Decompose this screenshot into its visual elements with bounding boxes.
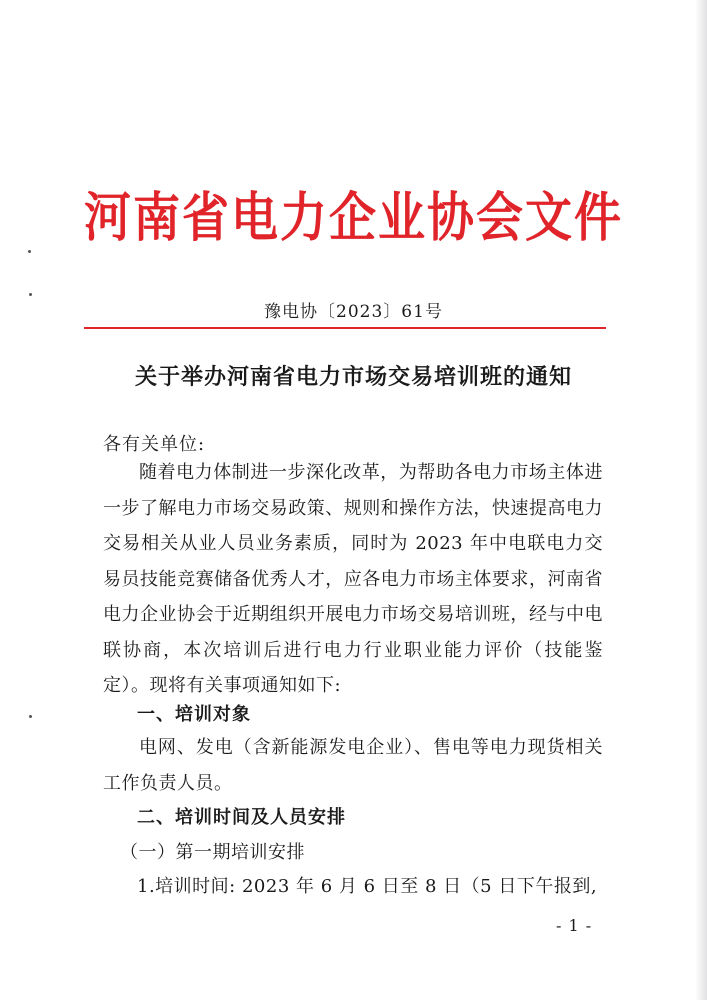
- red-divider-line: [84, 327, 606, 329]
- scan-speck: [29, 715, 32, 718]
- section2-item1: 1.培训时间: 2023 年 6 月 6 日至 8 日（5 日下午报到,: [137, 876, 598, 897]
- notice-title: 关于举办河南省电力市场交易培训班的通知: [134, 364, 572, 390]
- document-number: 豫电协〔2023〕61号: [264, 302, 443, 322]
- page-number: - 1 -: [556, 916, 593, 935]
- scan-speck: [29, 293, 32, 296]
- section2-subheading: （一）第一期培训安排: [120, 842, 305, 863]
- section1-text: 电网、发电（含新能源发电企业）、售电等电力现货相关工作负责人员。: [103, 737, 603, 794]
- section2-heading: 二、培训时间及人员安排: [137, 807, 346, 828]
- section1-heading: 一、培训对象: [137, 704, 251, 725]
- salutation: 各有关单位:: [103, 434, 206, 455]
- scan-edge-shadow: [695, 0, 707, 1000]
- masthead-title: 河南省电力企业协会文件: [84, 187, 623, 249]
- intro-paragraph: 随着电力体制进一步深化改革，为帮助各电力市场主体进一步了解电力市场交易政策、规则和操作方法，快速提高电力交易相关从业人员业务素质，同时为 2023 年中电联电力交易员技能竞赛储备优秀人才，应各电力市场主体要求，河南省电力企业协会于近期组织开展电力市场交易培训班，经与中电联协商，本次培训后进行电力行业职业能力评价（技能鉴定）。现将有关事项通知如下:: [103, 462, 603, 696]
